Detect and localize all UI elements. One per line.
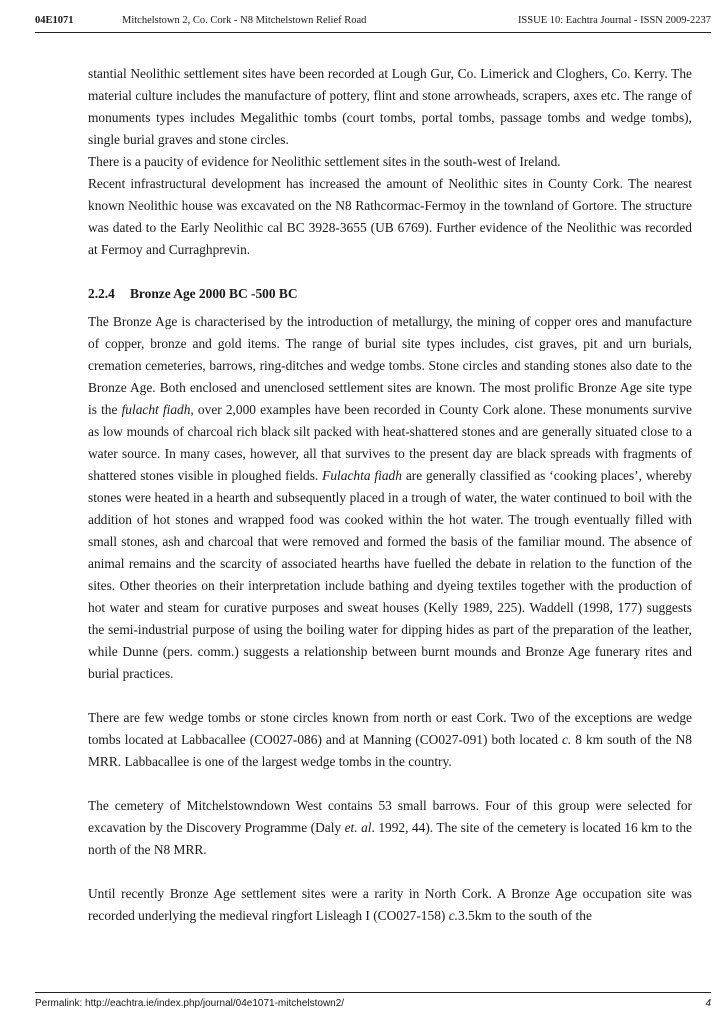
spacer [88,685,692,707]
page-header [35,12,711,32]
paragraph-settlement: Until recently Bronze Age settlement sites were a rarity in North Cork. A Bronze Age occupation site was recorded underlying the medieval ringfort Lisleagh I (CO027-158) c.3.5km to the south of the [88,886,692,923]
italic-term: c. [448,908,458,923]
paragraph-cemetery: The cemetery of Mitchelstowndown West contains 53 small barrows. Four of this group were selected for excavation by the Discovery Programme (Daly et. al. 1992, 44). The site of the cemetery is located 16 km to the north of the N8 MRR. [88,798,692,857]
page-number: 4 [705,998,711,1009]
permalink-link[interactable]: Permalink: http://eachtra.ie/index.php/journal/04e1071-mitchelstown2/ [35,998,345,1009]
spacer [88,773,692,795]
paragraph-south-west-evidence: There is a paucity of evidence for Neolithic settlement sites in the south-west of Ireland. [88,154,561,169]
paragraph-wedge-tombs: There are few wedge tombs or stone circles known from north or east Cork. Two of the exceptions are wedge tombs located at Labbacallee (CO027-086) and at Manning (CO027-091) both located c. 8 km south of the N8 MRR. Labbacallee is one of the largest wedge tombs in the country. [88,710,692,769]
report-title: Mitchelstown 2, Co. Cork - N8 Mitchelstown Relief Road [122,15,367,26]
header-divider [35,32,711,33]
spacer [88,861,692,883]
paragraph-bronze-age: The Bronze Age is characterised by the introduction of metallurgy, the mining of copper ores and manufacture of copper, bronze and gold items. The range of burial site types includes, cist graves, pit and urn burials, cremation cemeteries, barrows, ring-ditches and wedge tombs. Stone circles and standing stones also date to the Bronze Age. Both enclosed and unenclosed settlement sites are known. The most prolific Bronze Age site type is the fulacht fiadh, over 2,000 examples have been recorded in County Cork alone. These monuments survive as low mounds of charcoal rich black silt packed with heat-shattered stones and are generally situated close to a water source. In many cases, however, all that survives to the present day are black spreads with fragments of shattered stones visible in ploughed fields. Fulachta fiadh are generally classified as ‘cooking places’, whereby stones were heated in a hearth and subsequently placed in a trough of water, the water continued to boil with the addition of hot stones and wrapped food was cooked within the hot water. The trough eventually filled with small stones, ash and charcoal that were removed and formed the basis of the familiar mound. The absence of animal remains and the scarcity of associated hearths have fuelled the debate in relation to the function of the sites. Other theories on their interpretation include bathing and dyeing textiles together with the production of hot water and steam for curative purposes and sweat houses (Kelly 1989, 225). Waddell (1998, 177) suggests the semi-industrial purpose of using the boiling water for dipping hides as part of the preparation of the leather, while Dunne (pers. comm.) suggests a relationship between burnt mounds and Bronze Age funerary rites and burial practices. [88,314,692,681]
section-number: 2.2.4 [88,286,115,301]
paragraph-neolithic-sites: stantial Neolithic settlement sites have been recorded at Lough Gur, Co. Limerick and Cloghers, Co. Kerry. The material culture includes the manufacture of pottery, flint and stone arrowheads, scrapers, axes etc. The range of monuments types includes Megalithic tombs (court tombs, portal tombs, passage tombs and wedge tombs), single burial graves and stone circles. [88,66,692,147]
italic-term: et. al [344,820,372,835]
italic-term: Fulachta fiadh [322,468,402,483]
journal-issue: ISSUE 10: Eachtra Journal - ISSN 2009-2237 [517,15,711,26]
report-code: 04E1071 [35,15,74,26]
italic-term: c. [561,732,572,747]
section-title: Bronze Age 2000 BC -500 BC [130,286,298,301]
section-heading [88,283,692,305]
italic-term: fulacht fiadh, [121,402,194,417]
footer-divider [35,992,711,993]
article-body [88,63,692,927]
spacer [88,261,692,283]
paragraph-infrastructure: Recent infrastructural development has increased the amount of Neolithic sites in County Cork. The nearest known Neolithic house was excavated on the N8 Rathcormac-Fermoy in the townland of Gortore. The structure was dated to the Early Neolithic cal BC 3928-3655 (UB 6769). Further evidence of the Neolithic was recorded at Fermoy and Curraghprevin. [88,176,692,257]
